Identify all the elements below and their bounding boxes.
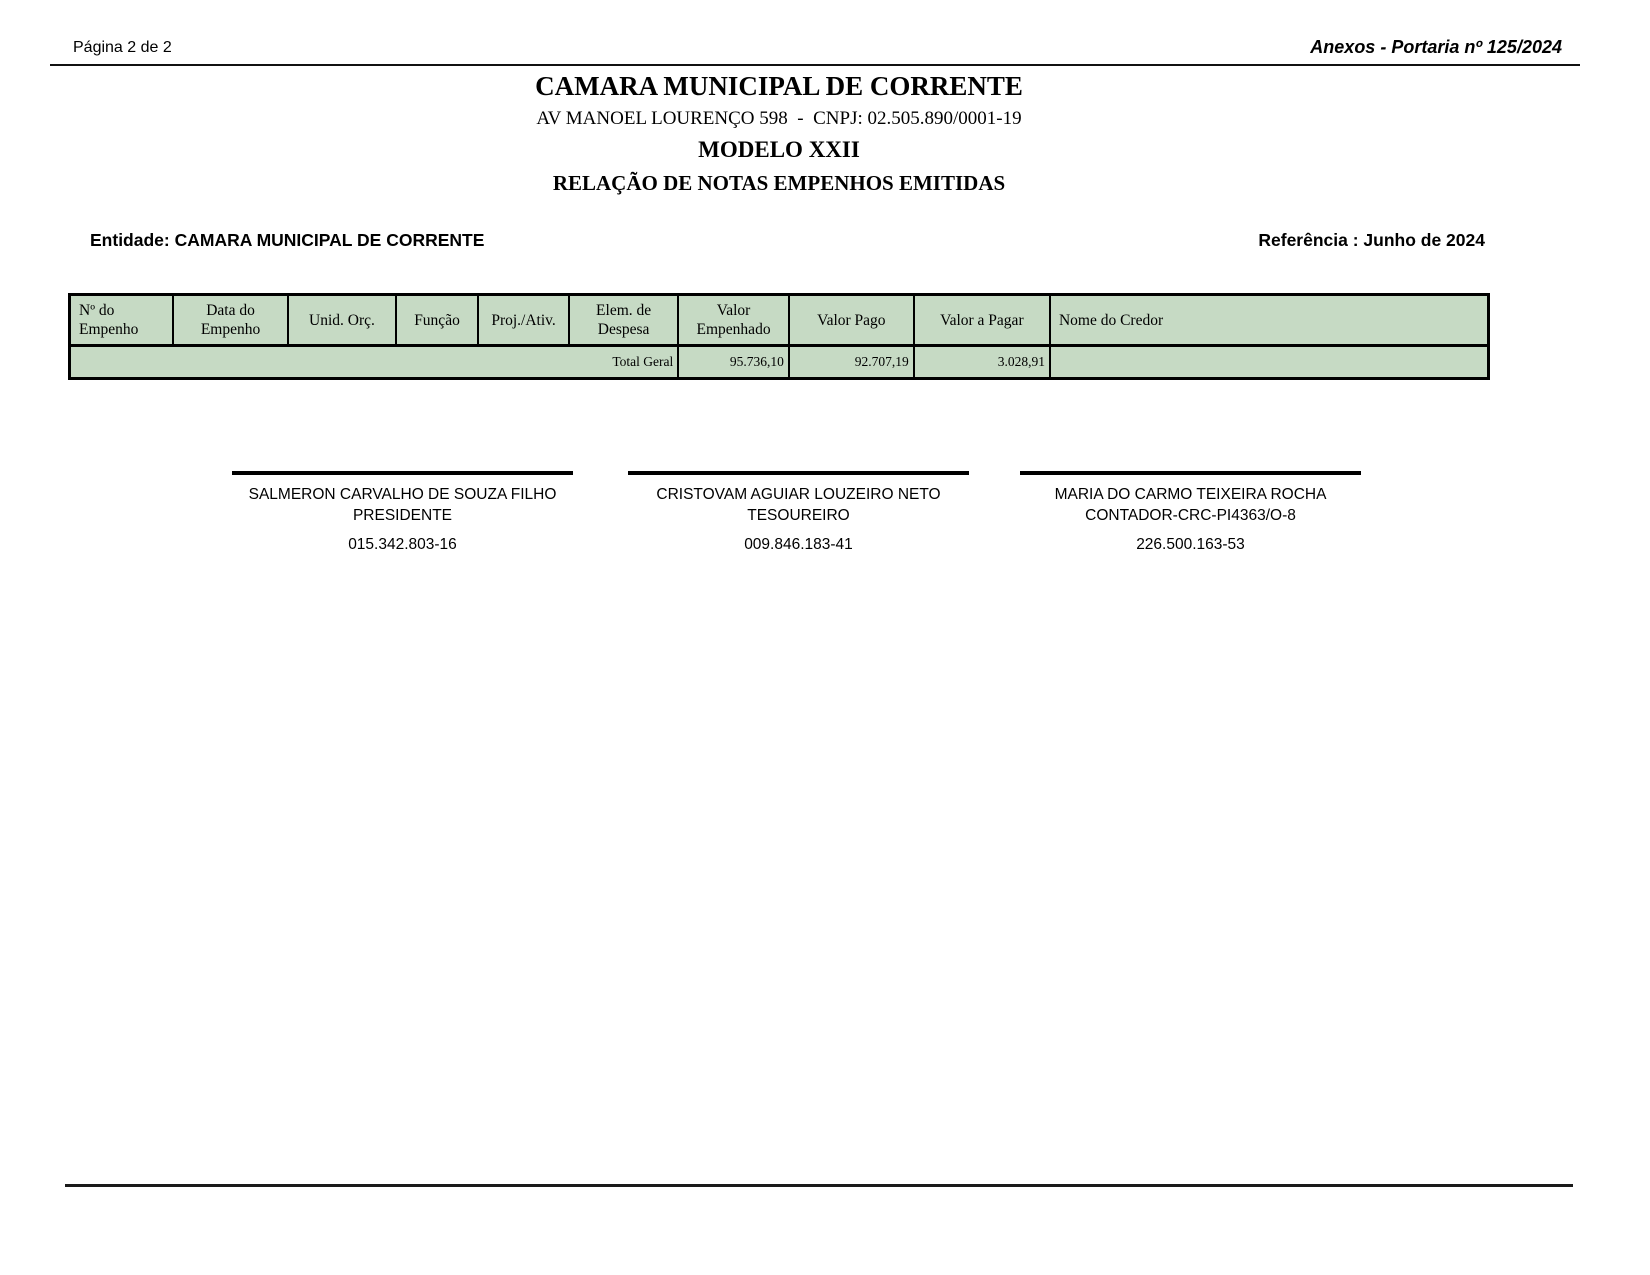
total-row bbox=[70, 346, 1489, 379]
signature-cpf: 226.500.163-53 bbox=[1136, 536, 1245, 553]
annex-reference: Anexos - Portaria nº 125/2024 bbox=[1310, 37, 1562, 57]
col-header-proj-ativ: Proj./Ativ. bbox=[478, 295, 569, 346]
signature-role: CONTADOR-CRC-PI4363/O-8 bbox=[1085, 507, 1296, 524]
col-header-num-empenho: Nº do Empenho bbox=[70, 295, 174, 346]
col-header-elem-despesa: Elem. de Despesa bbox=[569, 295, 678, 346]
total-label-cell: Total Geral bbox=[70, 346, 679, 379]
reference-label: Referência : Junho de 2024 bbox=[1258, 230, 1485, 250]
title-block bbox=[68, 72, 1490, 195]
signature-name: SALMERON CARVALHO DE SOUZA FILHO bbox=[248, 486, 557, 503]
total-credor-cell bbox=[1050, 346, 1489, 379]
model-label: MODELO XXII bbox=[698, 137, 860, 162]
signature-name: CRISTOVAM AGUIAR LOUZEIRO NETO bbox=[656, 486, 941, 503]
signature-role: PRESIDENTE bbox=[352, 507, 453, 524]
page-number: Página 2 de 2 bbox=[73, 39, 172, 56]
signature-line bbox=[1020, 471, 1361, 475]
entity-label: Entidade: CAMARA MUNICIPAL DE CORRENTE bbox=[90, 230, 485, 250]
signature-line bbox=[628, 471, 969, 475]
header-divider-rule bbox=[50, 64, 1580, 66]
signature-block-presidente bbox=[230, 471, 575, 555]
report-title: RELAÇÃO DE NOTAS EMPENHOS EMITIDAS bbox=[552, 171, 1006, 195]
total-valor-a-pagar: 3.028,91 bbox=[914, 346, 1050, 379]
signature-line bbox=[232, 471, 573, 475]
col-header-valor-a-pagar: Valor a Pagar bbox=[914, 295, 1050, 346]
col-header-data-empenho: Data do Empenho bbox=[173, 295, 288, 346]
col-header-valor-empenhado: Valor Empenhado bbox=[678, 295, 789, 346]
signature-cpf: 009.846.183-41 bbox=[744, 536, 853, 553]
signature-block-tesoureiro bbox=[626, 471, 971, 555]
signature-block-contador bbox=[1018, 471, 1363, 555]
empenhos-table-wrapper bbox=[68, 293, 1490, 380]
total-valor-empenhado: 95.736,10 bbox=[678, 346, 789, 379]
signature-role: TESOUREIRO bbox=[747, 507, 850, 524]
report-meta-row bbox=[90, 229, 1485, 251]
col-header-funcao: Função bbox=[396, 295, 478, 346]
col-header-unid-orc: Unid. Orç. bbox=[288, 295, 396, 346]
org-address-cnpj: AV MANOEL LOURENÇO 598 - CNPJ: 02.505.890/0001-19 bbox=[536, 108, 1022, 129]
org-title: CAMARA MUNICIPAL DE CORRENTE bbox=[535, 71, 1023, 101]
total-valor-pago: 92.707,19 bbox=[789, 346, 914, 379]
table-header-row bbox=[70, 295, 1489, 346]
col-header-valor-pago: Valor Pago bbox=[789, 295, 914, 346]
col-header-nome-credor: Nome do Credor bbox=[1050, 295, 1489, 346]
signature-cpf: 015.342.803-16 bbox=[348, 536, 457, 553]
empenhos-table bbox=[68, 293, 1490, 380]
signature-name: MARIA DO CARMO TEIXEIRA ROCHA bbox=[1054, 486, 1327, 503]
footer-divider-rule bbox=[65, 1184, 1573, 1187]
